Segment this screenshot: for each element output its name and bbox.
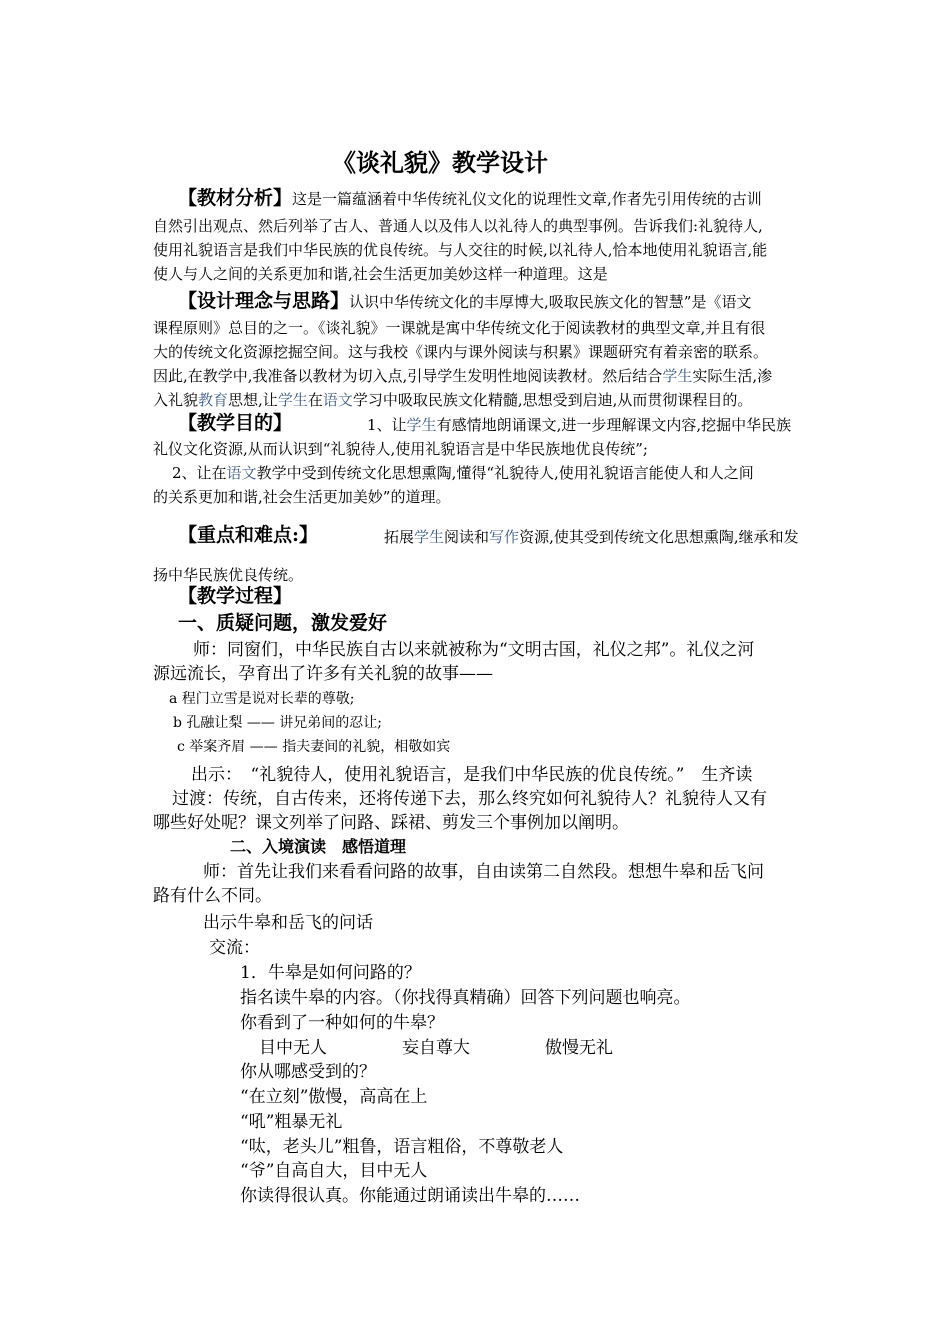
design-text-d: 思想,让 [228,391,278,409]
process-para-2: 源远流长，孕育出了许多有关礼貌的故事—— [153,664,493,684]
reason-2: “吼”粗暴无礼 [240,1112,343,1132]
link-education[interactable]: 教育 [198,391,229,409]
process-heading: 【教学过程】 [178,585,293,607]
design-text: 认识中华传统文化的丰厚博大,吸取民族文化的智慧”是《语文 [349,293,752,311]
design-line-2: 课程原则》总目的之一。《谈礼貌》一课就是寓中华传统文化于阅读教材的典型文章,并且有很 [153,319,766,337]
analysis-line-3: 使用礼貌语言是我们中华民族的优良传统。与人交往的时候,以礼待人,恰本地使用礼貌语言,能 [153,241,768,259]
key-text-c: 资源,使其受到传统文化思想熏陶,继承和发 [519,528,799,546]
process-heading-line [178,585,292,608]
key-line-1 [384,526,799,548]
design-text-e: 在 [307,391,323,409]
goal-line-3 [172,462,754,484]
key-heading-line [178,524,318,547]
question-2: 指名读牛皋的内容。（你找得真精确）回答下列问题也响亮。 [240,988,691,1008]
reason-1: “在立刻”傲慢，高高在上 [240,1087,428,1107]
link-chinese[interactable]: 语文 [322,391,353,409]
design-text-b: 实际生活,渗 [692,367,773,385]
page-title: 《谈礼貌》教学设计 [332,148,548,177]
goal-line-2: 礼仪文化资源,从而认识到“礼貌待人,使用礼貌语言是中华民族地优良传统”; [153,440,648,458]
goal-line-4: 的关系更加和谐,社会生活更加美妙”的道理。 [153,488,451,506]
link-student[interactable]: 学生 [662,367,693,385]
design-line-3: 大的传统文化资源挖掘空间。这与我校《课内与课外阅读与积累》课题研究有着亲密的联系。 [153,343,769,361]
story-b: b 孔融让梨 —— 讲兄弟间的忍让; [173,715,383,731]
design-line-4 [153,365,772,387]
question-4: 你从哪感受到的？ [240,1062,376,1082]
goal-text-a: 1、让 [367,416,407,434]
transition-line-2: 哪些好处呢？课文列举了问路、踩裙、剪发三个事例加以阐明。 [153,813,629,833]
reason-4: “爷”自高自大，目中无人 [240,1161,428,1181]
analysis-heading: 【教材分析】 [178,187,293,209]
goal-text-c: 2、让在 [172,464,227,482]
goal-heading: 【教学目的】 [178,412,293,434]
question-3: 你看到了一种如何的牛皋？ [240,1013,444,1033]
show-line: 出示： “礼貌待人，使用礼貌语言，是我们中华民族的优良传统。” 生齐读 [191,765,753,785]
word-1: 目中无人 [259,1038,327,1058]
design-heading: 【设计理念与思路】 [178,290,350,312]
reason-5: 你读得很认真。你能通过朗诵读出牛皋的…… [240,1186,580,1206]
word-3: 傲慢无礼 [545,1038,613,1058]
analysis-line-4: 使人与人之间的关系更加和谐,社会生活更加美妙这样一种道理。这是 [153,265,608,283]
analysis-text: 这是一篇蕴涵着中华传统礼仪文化的说理性文章,作者先引用传统的古训 [292,190,762,208]
key-line-2: 扬中华民族优良传统。 [153,566,304,584]
goal-text-d: 教学中受到传统文化思想熏陶,懂得“礼貌待人,使用礼貌语言能使人和人之间 [256,464,754,482]
story-a: a 程门立雪是说对长辈的尊敬; [169,691,355,707]
analysis-line-2: 自然引出观点、然后列举了古人、普通人以及伟人以礼待人的典型事例。告诉我们:礼貌待人, [153,217,763,235]
key-text-a: 拓展 [384,528,415,546]
goal-line-1-text [367,414,791,436]
key-text-b: 阅读和 [444,528,490,546]
question-1: 1．牛皋是如何问路的？ [240,963,421,983]
analysis-line-1 [178,187,762,210]
link-chinese[interactable]: 语文 [226,464,257,482]
teacher-line-2: 路有什么不同。 [153,886,272,906]
link-student[interactable]: 学生 [406,416,437,434]
design-line-1 [178,290,751,313]
word-2: 妄自尊大 [402,1038,470,1058]
reason-3: “呔，老头儿”粗鲁，语言粗俗，不尊敬老人 [240,1137,564,1157]
link-student[interactable]: 学生 [414,528,445,546]
design-line-5 [153,389,752,411]
process-para-1: 师：同窗们，中华民族自古以来就被称为“文明古国，礼仪之邦”。礼仪之河 [193,640,755,660]
key-heading: 【重点和难点:】 [178,524,319,546]
design-text-c: 入礼貌 [153,391,199,409]
show-dialog-line: 出示牛皋和岳飞的问话 [203,913,373,933]
design-text-f: 学习中吸取民族文化精髓,思想受到启迪,从而贯彻课程目的。 [352,391,753,409]
goal-line-1 [178,412,292,435]
goal-text-b: 有感情地朗诵课文,进一步理解课文内容,挖掘中华民族 [436,416,792,434]
section-2-heading: 二、入境演读 感悟道理 [230,837,407,856]
section-1-heading: 一、质疑问题，激发爱好 [178,612,388,634]
transition-line-1: 过渡：传统，自古传来，还将传递下去，那么终究如何礼貌待人？礼貌待人又有 [172,789,767,809]
link-writing[interactable]: 写作 [489,528,520,546]
teacher-line-1: 师：首先让我们来看看问路的故事，自由读第二自然段。想想牛皋和岳飞问 [203,862,764,882]
design-text-a: 因此,在教学中,我准备以教材为切入点,引导学生发明性地阅读教材。然后结合 [153,367,663,385]
story-c: c 举案齐眉 —— 指夫妻间的礼貌，相敬如宾 [177,739,451,755]
exchange-line: 交流： [209,938,260,958]
link-student[interactable]: 学生 [277,391,308,409]
